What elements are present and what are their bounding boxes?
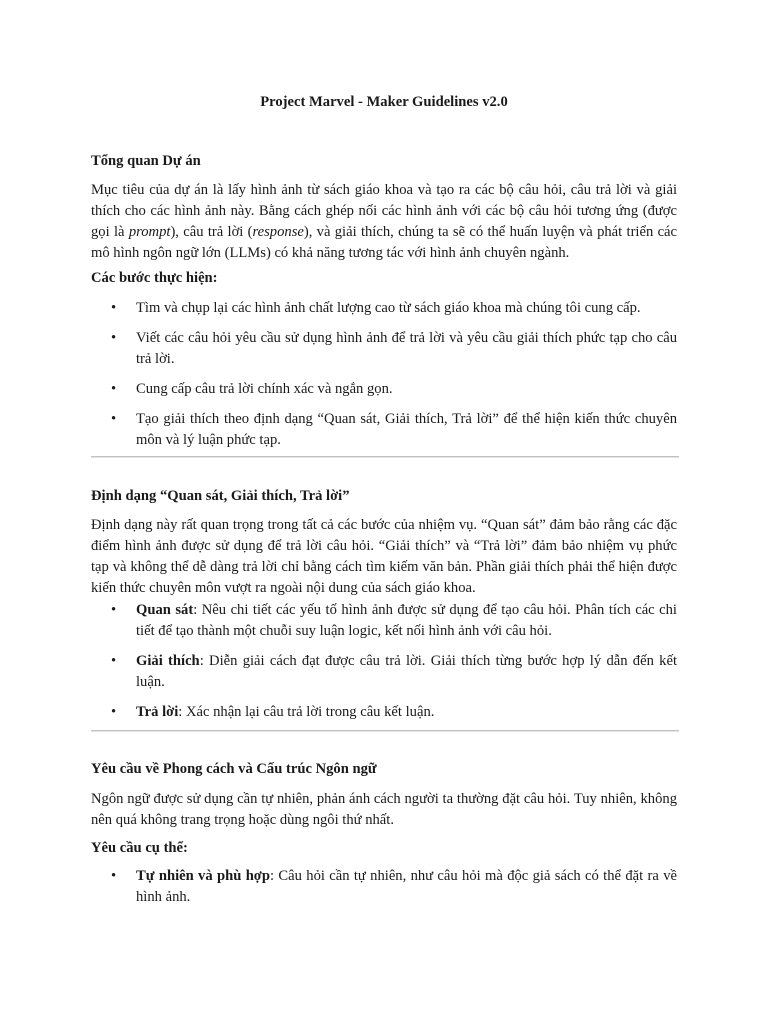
- list-item-term: Tự nhiên và phù hợp: [136, 868, 271, 884]
- list-item-term: Quan sát: [136, 602, 194, 618]
- prompt-term: prompt: [128, 224, 171, 240]
- list-item-text: Cung cấp câu trả lời chính xác và ngắn gọn.: [136, 381, 393, 397]
- steps-heading: Các bước thực hiện:: [91, 270, 218, 286]
- overview-paragraph: [91, 180, 677, 264]
- style-paragraph: Ngôn ngữ được sử dụng cần tự nhiên, phản ánh cách người ta thường đặt câu hỏi. Tuy nhiên, không nên quá không trang trọng hoặc dùng ngôi thứ nhất.: [91, 791, 677, 828]
- list-item-text: : Câu hỏi cần tự nhiên, như câu hỏi mà độc giả sách có thể đặt ra về hình ảnh.: [136, 868, 677, 905]
- list-item: [91, 409, 677, 451]
- section-divider: [91, 730, 679, 732]
- style-heading: Yêu cầu về Phong cách và Cấu trúc Ngôn ngữ: [91, 761, 377, 777]
- bullet-icon: •: [111, 381, 117, 397]
- format-heading: Định dạng “Quan sát, Giải thích, Trả lời”: [91, 488, 350, 504]
- bullet-icon: •: [111, 704, 117, 720]
- format-list: [91, 600, 677, 732]
- format-paragraph: Định dạng này rất quan trọng trong tất cả các bước của nhiệm vụ. “Quan sát” đảm bảo rằng các đặc điểm hình ảnh được sử dụng để trả lời câu hỏi. “Giải thích” và “Trả lời” đảm bảo nhiệm vụ phức tạp và không thể dễ dàng trả lời chỉ bằng cách tìm kiếm văn bản. Phần giải thích phải thể hiện được kiến thức chuyên môn vượt ra ngoài nội dung của sách giáo khoa.: [91, 517, 677, 596]
- list-item-text: Tìm và chụp lại các hình ảnh chất lượng cao từ sách giáo khoa mà chúng tôi cung cấp.: [136, 300, 641, 316]
- list-item-text: Viết các câu hỏi yêu cầu sử dụng hình ảnh để trả lời và yêu cầu giải thích phức tạp cho câu trả lời.: [136, 330, 677, 367]
- list-item-text: : Xác nhận lại câu trả lời trong câu kết luận.: [178, 704, 435, 720]
- list-item-term: Giải thích: [136, 653, 200, 669]
- list-item: [91, 379, 677, 400]
- bullet-icon: •: [111, 411, 117, 427]
- bullet-icon: •: [111, 300, 117, 316]
- list-item: [91, 600, 677, 642]
- requirements-heading: Yêu cầu cụ thể:: [91, 840, 188, 856]
- overview-text-3: ), và giải thích, chúng ta sẽ có thể huấn luyện và phát triển các mô hình ngôn ngữ lớn (LLMs) có khả năng tương tác với hình ảnh chuyên ngành.: [91, 224, 677, 261]
- requirements-list: [91, 866, 677, 917]
- list-item: [91, 651, 677, 693]
- response-term: response: [252, 224, 304, 240]
- list-item-text: : Nêu chi tiết các yếu tố hình ảnh được sử dụng để tạo câu hỏi. Phân tích các chi tiết để tạo thành một chuỗi suy luận logic, kết nối hình ảnh với câu hỏi.: [136, 602, 677, 639]
- bullet-icon: •: [111, 602, 117, 618]
- overview-text-1: Mục tiêu của dự án là lấy hình ảnh từ sách giáo khoa và tạo ra các bộ câu hỏi, câu trả lời và giải thích cho các hình ảnh này. Bằng cách ghép nối các hình ảnh với các bộ câu hỏi tương ứng (được gọi là: [91, 182, 677, 240]
- list-item: [91, 702, 677, 723]
- bullet-icon: •: [111, 653, 117, 669]
- steps-list: [91, 298, 677, 460]
- overview-text-2: ), câu trả lời (: [170, 224, 253, 240]
- list-item: [91, 328, 677, 370]
- overview-heading: Tổng quan Dự án: [91, 153, 201, 169]
- section-divider: [91, 456, 679, 458]
- list-item: [91, 298, 677, 319]
- list-item-text: Tạo giải thích theo định dạng “Quan sát, Giải thích, Trả lời” để thể hiện kiến thức chuyên môn và lý luận phức tạp.: [136, 411, 677, 448]
- bullet-icon: •: [111, 868, 117, 884]
- list-item: [91, 866, 677, 908]
- document-title: Project Marvel - Maker Guidelines v2.0: [260, 94, 508, 110]
- list-item-term: Trả lời: [136, 704, 179, 720]
- bullet-icon: •: [111, 330, 117, 346]
- list-item-text: : Diễn giải cách đạt được câu trả lời. Giải thích từng bước hợp lý dẫn đến kết luận.: [136, 653, 678, 690]
